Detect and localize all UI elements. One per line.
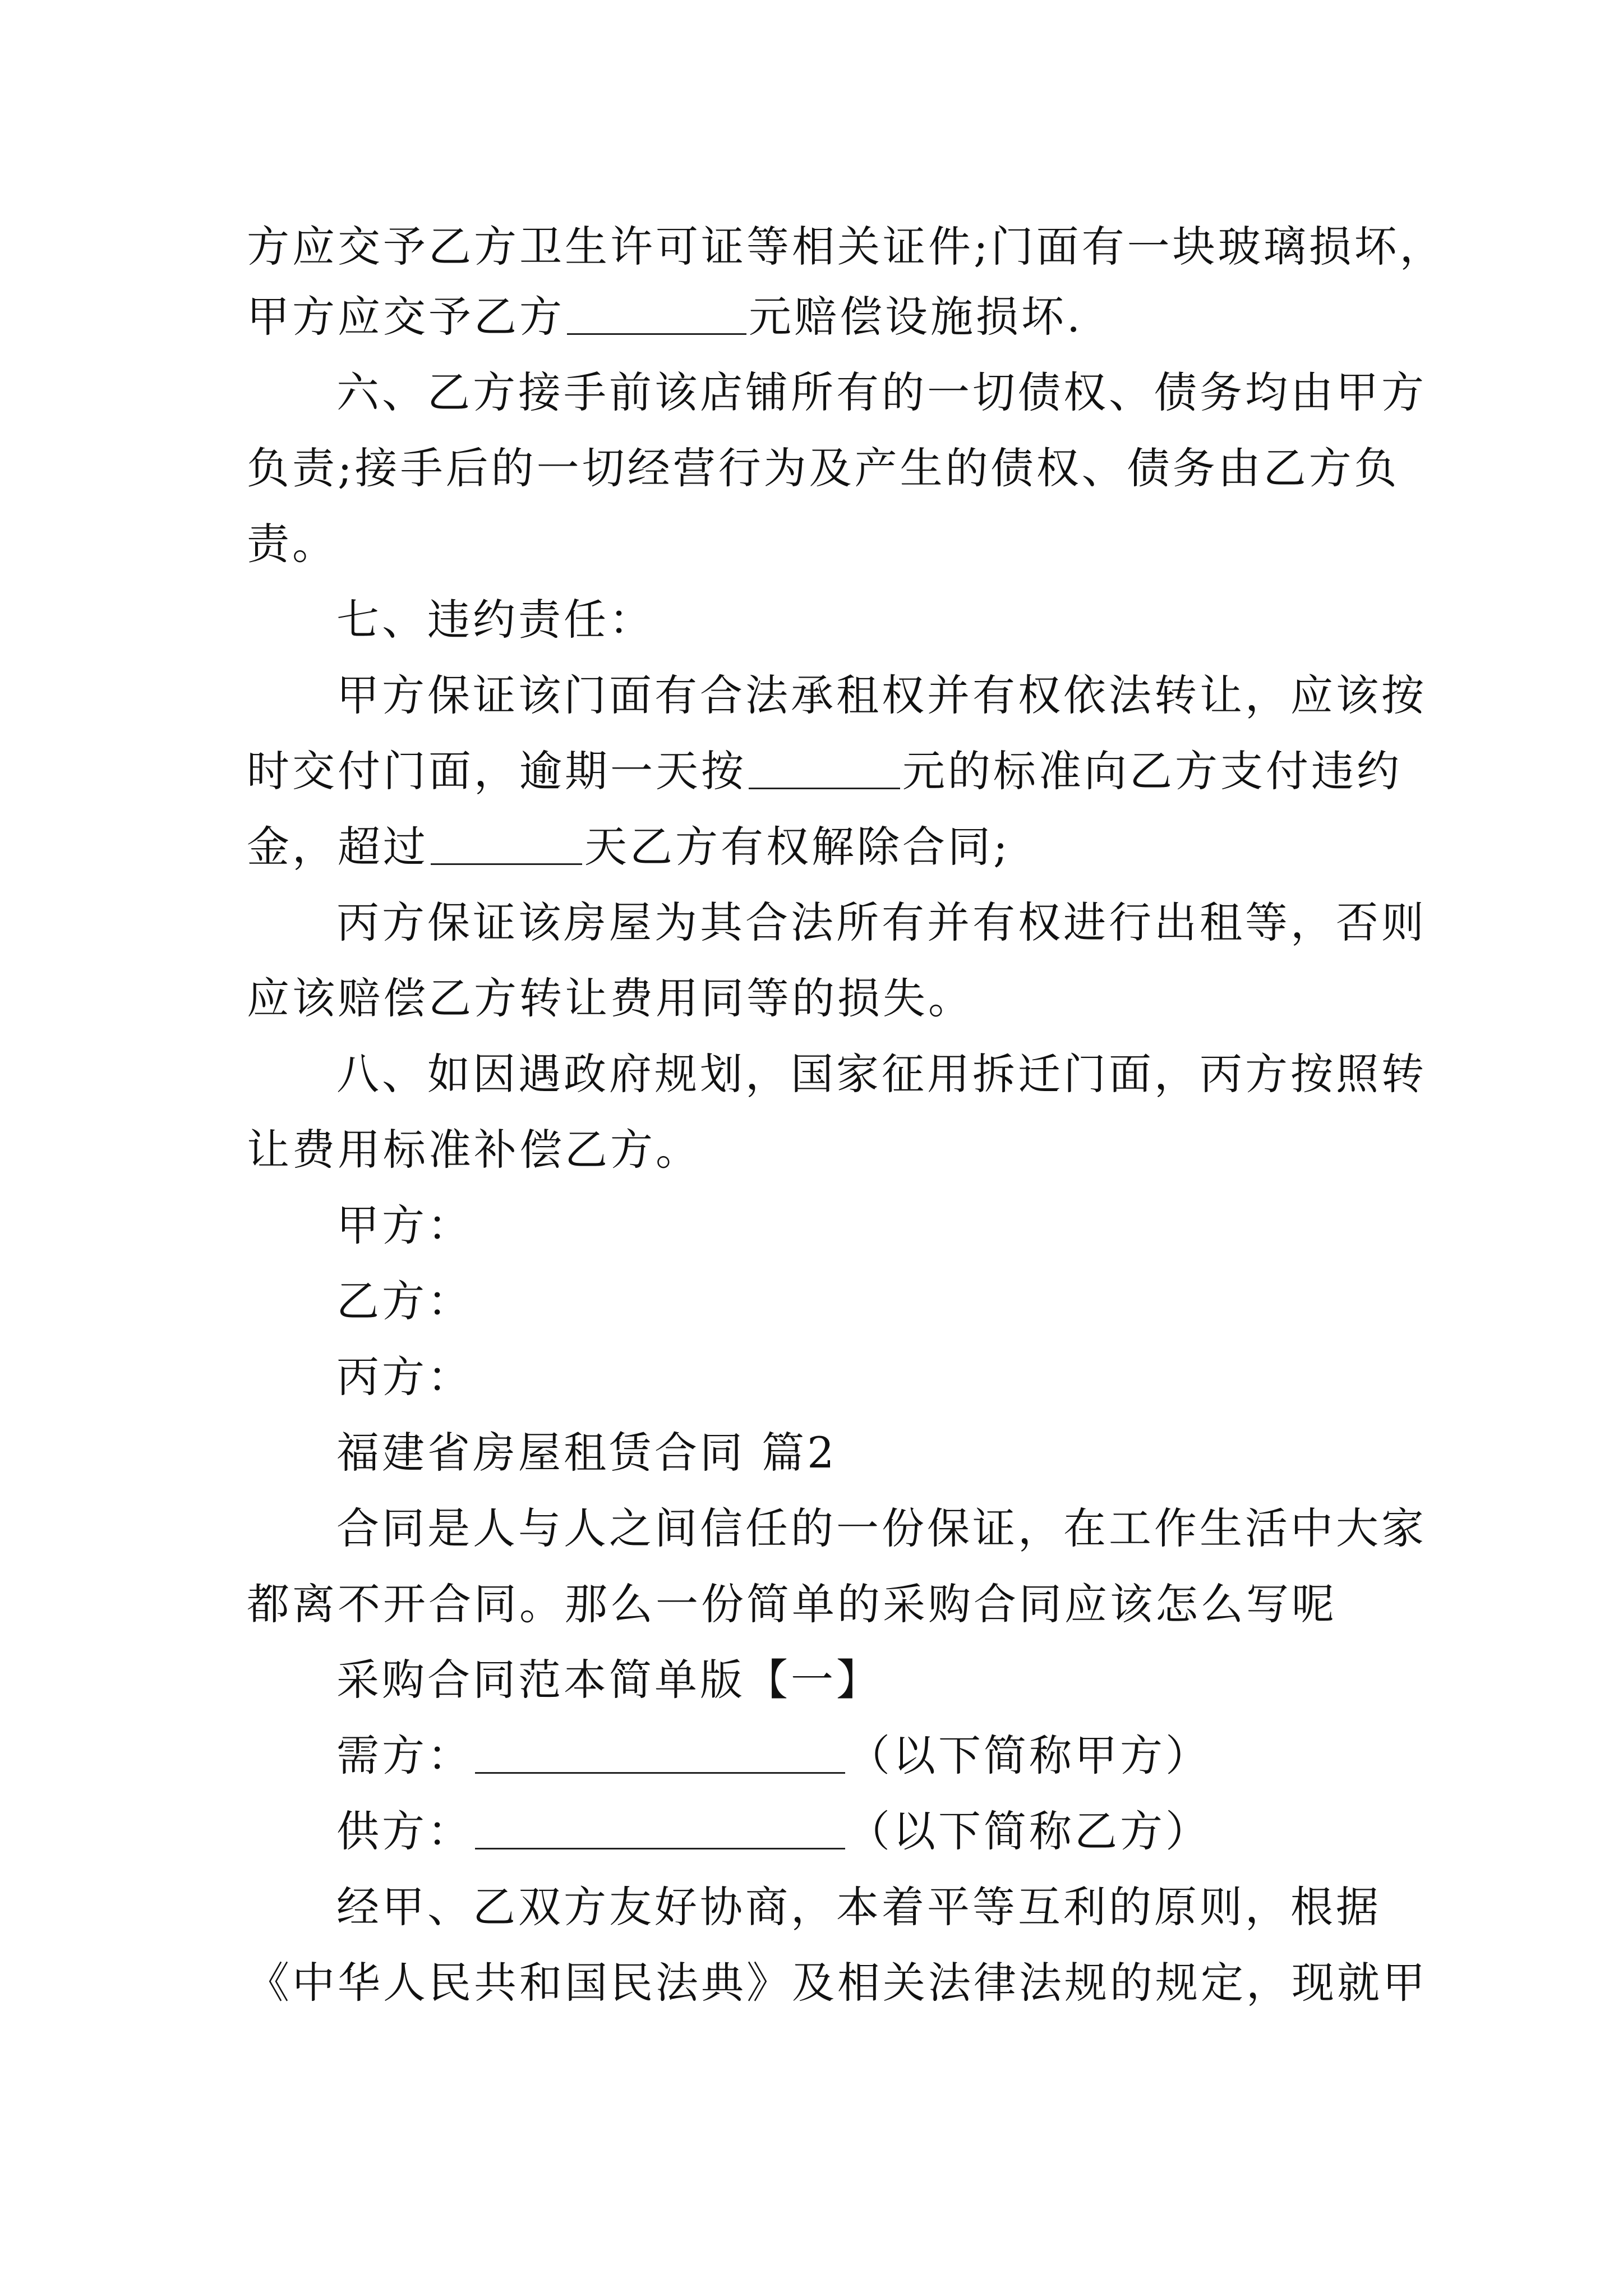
text-line: 丙方保证该房屋为其合法所有并有权进行出租等，否则 xyxy=(336,898,1427,947)
text-line: 让费用标准补偿乙方。 xyxy=(247,1125,701,1175)
text-line xyxy=(247,743,1402,799)
text-line: 负责;接手后的一切经营行为及产生的债权、债务由乙方负 xyxy=(247,443,1400,493)
text-line xyxy=(247,819,1391,875)
text-line: 合同是人与人之间信任的一份保证，在工作生活中大家 xyxy=(336,1503,1427,1553)
section-heading: 七、违约责任： xyxy=(336,595,654,645)
field-note: （以下简称乙方） xyxy=(847,1806,1211,1856)
signature-line-party-c: 丙方： xyxy=(336,1352,473,1402)
text-fragment: 甲方应交予乙方 xyxy=(247,292,565,342)
text-line xyxy=(247,289,1391,345)
fill-in-blank[interactable] xyxy=(567,291,746,335)
text-line: 经甲、乙双方友好协商，本着平等互利的原则，根据 xyxy=(336,1882,1381,1932)
document-subtitle: 采购合同范本简单版【一】 xyxy=(336,1655,882,1705)
document-section-title: 福建省房屋租赁合同 篇2 xyxy=(336,1428,837,1478)
buyer-name-blank[interactable] xyxy=(475,1729,845,1774)
fill-in-blank[interactable] xyxy=(749,745,900,789)
text-fragment: 天乙方有权解除合同; xyxy=(584,822,1011,872)
text-line: 应该赔偿乙方转让费用同等的损失。 xyxy=(247,973,974,1023)
text-fragment: 金，超过 xyxy=(247,822,428,872)
supplier-name-blank[interactable] xyxy=(475,1805,845,1849)
text-line: 都离不开合同。那么一份简单的采购合同应该怎么写呢 xyxy=(247,1579,1337,1629)
text-fragment: 元的标准向乙方支付违约 xyxy=(902,746,1402,796)
text-line: 六、乙方接手前该店铺所有的一切债权、债务均由甲方 xyxy=(336,367,1427,417)
fill-in-blank[interactable] xyxy=(431,821,582,865)
text-line: 方应交予乙方卫生许可证等相关证件;门面有一块玻璃损坏， xyxy=(247,222,1445,272)
text-line: 责。 xyxy=(247,519,338,569)
buyer-field xyxy=(336,1728,1481,1784)
text-line: 八、如因遇政府规划，国家征用拆迁门面，丙方按照转 xyxy=(336,1049,1427,1099)
field-label: 供方： xyxy=(336,1806,473,1856)
field-note: （以下简称甲方） xyxy=(847,1731,1211,1780)
text-line: 甲方保证该门面有合法承租权并有权依法转让，应该按 xyxy=(336,670,1427,720)
text-fragment: 元赔偿设施损坏. xyxy=(749,292,1083,342)
text-line: 《中华人民共和国民法典》及相关法律法规的规定，现就甲 xyxy=(247,1958,1428,2008)
supplier-field xyxy=(336,1803,1481,1860)
text-fragment: 时交付门面，逾期一天按 xyxy=(247,746,746,796)
signature-line-party-b: 乙方： xyxy=(336,1276,473,1326)
field-label: 需方： xyxy=(336,1731,473,1780)
signature-line-party-a: 甲方： xyxy=(336,1200,473,1250)
